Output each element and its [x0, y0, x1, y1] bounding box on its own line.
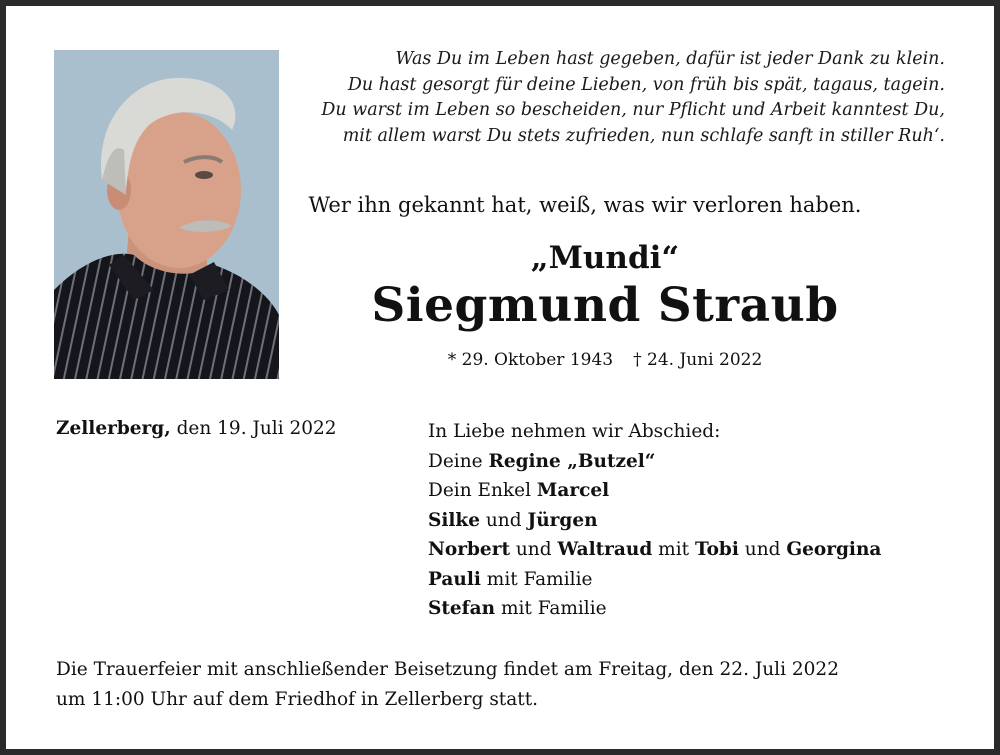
portrait-photo [54, 50, 279, 379]
service-line: Die Trauerfeier mit anschließender Beisetzung findet am Freitag, den 22. Juli 2022 [56, 659, 839, 680]
mourners-intro: In Liebe nehmen wir Abschied: [428, 421, 721, 442]
life-dates [300, 350, 910, 370]
mourner-name: Tobi [694, 539, 739, 560]
mourner-line [428, 447, 881, 477]
mourner-name: Norbert [428, 539, 510, 560]
mourner-line [428, 476, 881, 506]
mourner-text: und [480, 509, 528, 531]
mourner-name: Jürgen [527, 509, 598, 531]
mourner-text: Dein Enkel [428, 480, 537, 501]
mourner-name: Waltraud [557, 539, 653, 560]
notice-date: den 19. Juli 2022 [170, 418, 337, 439]
mourner-name: Marcel [536, 480, 610, 501]
death-date: † 24. Juni 2022 [633, 350, 763, 370]
birth-date: * 29. Oktober 1943 [447, 350, 614, 370]
poem-verse [300, 47, 945, 149]
service-line: um 11:00 Uhr auf dem Friedhof in Zellerberg statt. [56, 689, 539, 710]
mourner-line [428, 594, 881, 624]
poem-line: Du warst im Leben so bescheiden, nur Pflicht und Arbeit kanntest Du, [321, 100, 945, 120]
mourner-name: Stefan [428, 598, 496, 619]
mourner-text: mit Familie [480, 568, 593, 590]
place-and-date [56, 418, 337, 439]
portrait-image [54, 50, 279, 379]
motto-line: Wer ihn gekannt hat, weiß, was wir verloren haben. [308, 193, 862, 217]
mourner-name: Pauli [428, 568, 481, 590]
poem-line: mit allem warst Du stets zufrieden, nun schlafe sanft in stiller Ruh‘. [342, 125, 945, 146]
mourner-text: und [738, 539, 787, 560]
mourner-line [428, 565, 881, 595]
mourner-text: mit Familie [495, 598, 607, 619]
place-town: Zellerberg, [56, 418, 171, 439]
deceased-nickname: „Mundi“ [530, 240, 680, 276]
mourner-line [428, 506, 881, 536]
mourner-text: mit [652, 539, 695, 560]
deceased-name: Siegmund Straub [371, 278, 839, 333]
mourner-name: Regine „Butzel“ [488, 450, 656, 472]
mourner-name: Silke [428, 509, 481, 531]
mourner-text: Deine [428, 450, 489, 472]
poem-line: Was Du im Leben hast gegeben, dafür ist jeder Dank zu klein. [395, 49, 945, 69]
mourners-list [428, 417, 881, 624]
mourner-line [428, 535, 881, 565]
mourner-name: Georgina [786, 539, 882, 560]
poem-line: Du hast gesorgt für deine Lieben, von früh bis spät, tagaus, tagein. [347, 74, 945, 95]
service-info [56, 655, 839, 715]
mourner-text: und [510, 539, 558, 560]
